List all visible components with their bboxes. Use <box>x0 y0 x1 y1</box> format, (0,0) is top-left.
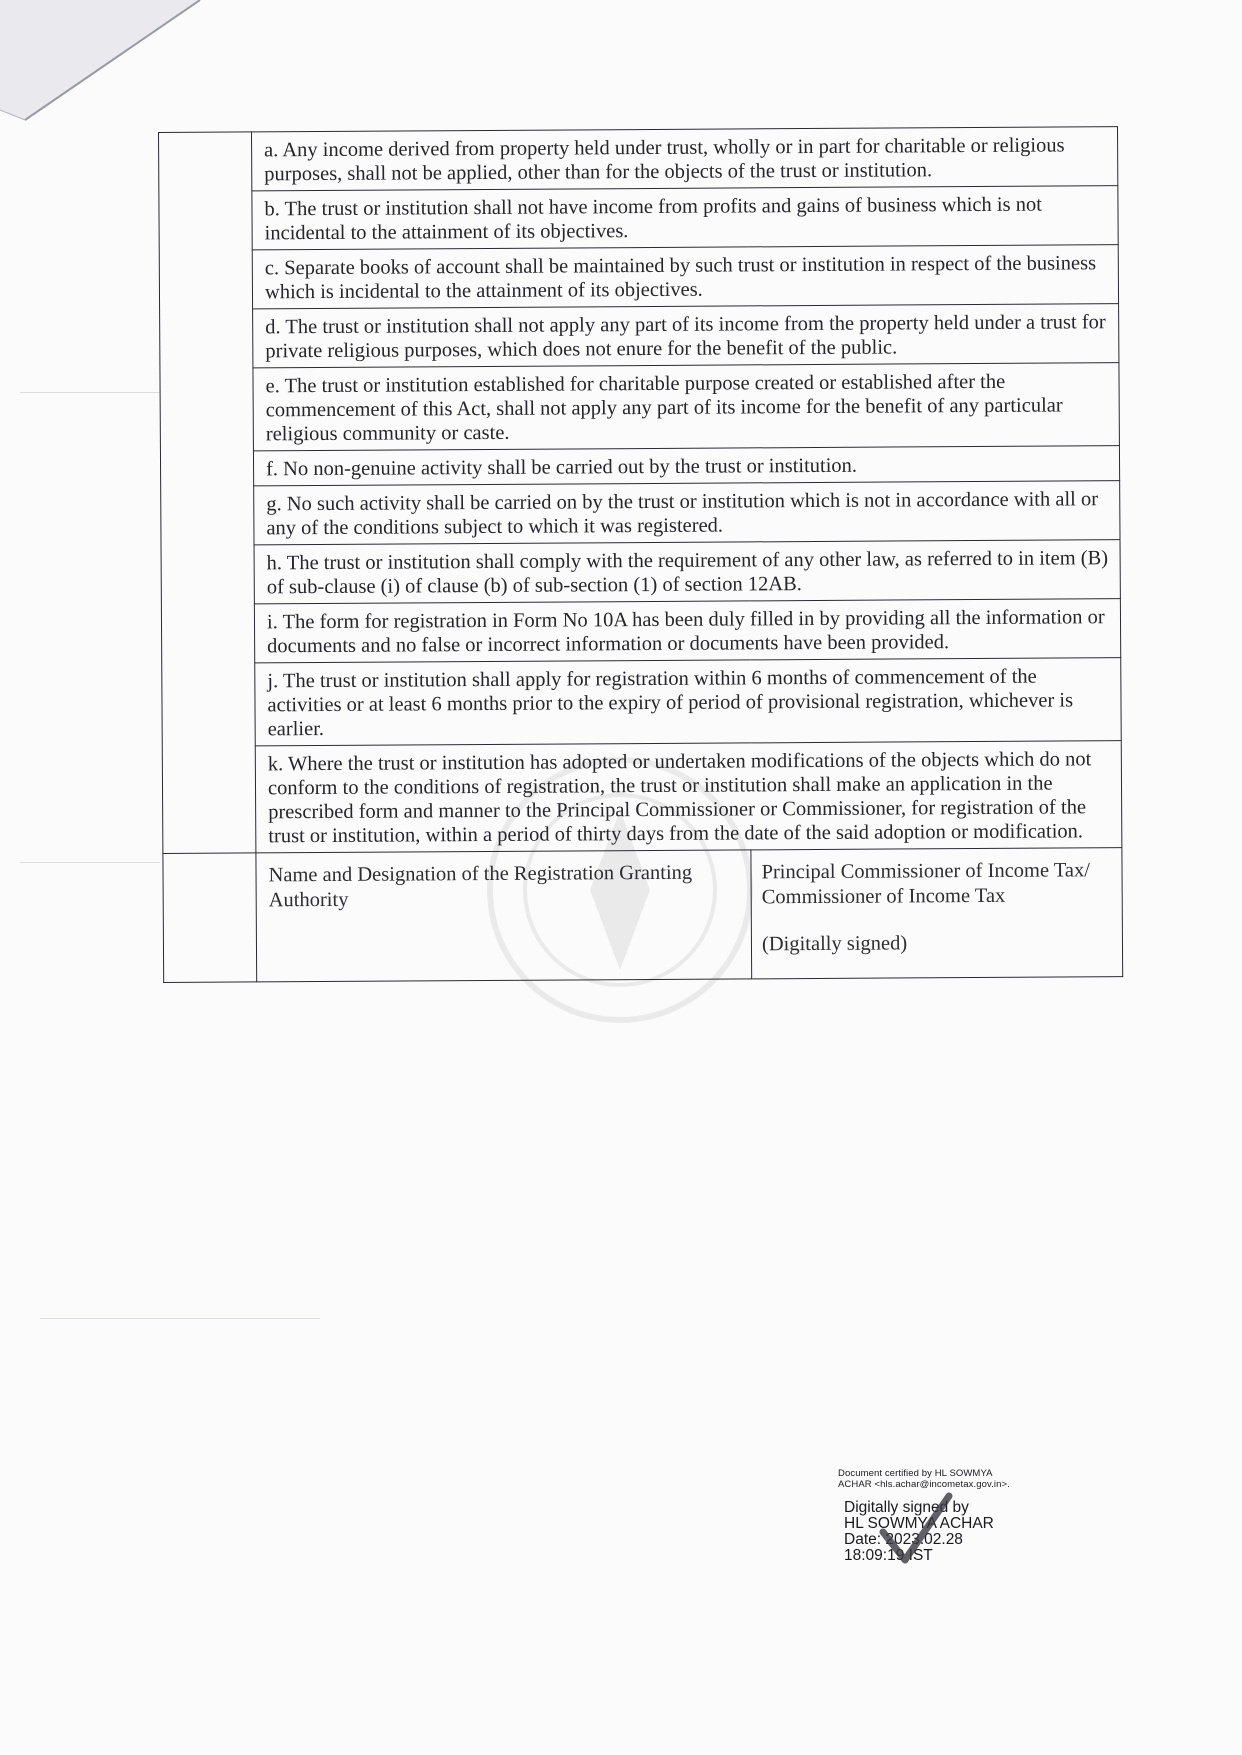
condition-e: e. The trust or institution established for charitable purpose created or established after the commencement of this Act, shall not apply any part of its income for the benefit of any particular religious community or caste. <box>253 363 1119 451</box>
registration-conditions-table <box>158 126 1123 983</box>
scan-artifact-line <box>20 862 160 863</box>
table-row <box>159 245 1118 310</box>
condition-b: b. The trust or institution shall not have income from profits and gains of business which is not incidental to the attainment of its objectives. <box>252 186 1118 250</box>
condition-i: i. The form for registration in Form No 10A has been duly filled in by providing all the information or documents and no false or incorrect information or documents have been provided. <box>254 599 1120 663</box>
signed-by-label: Digitally signed by <box>844 1499 969 1516</box>
table-row <box>160 304 1119 369</box>
certifier-email-line: ACHAR <hls.achar@incometax.gov.in>. <box>838 1479 1010 1490</box>
certified-by-line: Document certified by HL SOWMYA <box>838 1468 993 1479</box>
scan-artifact-line <box>20 392 160 393</box>
signer-name: HL SOWMYA ACHAR <box>844 1515 994 1532</box>
table-row <box>162 741 1122 854</box>
authority-designation: Principal Commissioner of Income Tax/ Commissioner of Income Tax <box>761 859 1091 909</box>
serial-column-cell <box>159 132 256 854</box>
table-row <box>160 446 1119 487</box>
condition-k: k. Where the trust or institution has adopted or undertaken modifications of the objects which do not conform to the conditions of registration, the trust or institution shall make an application in the prescribed form and manner to the Principal Commissioner or Commissioner, for registration of the trust or institution, within a period of thirty days from the date of the said adoption or modification. <box>255 741 1122 853</box>
signature-validity-check-icon <box>875 1490 955 1570</box>
authority-label: Name and Designation of the Registration Granting Authority <box>256 850 752 982</box>
table-row <box>161 540 1120 605</box>
signature-date: Date: 2023.02.28 <box>844 1531 963 1548</box>
condition-a: a. Any income derived from property held under trust, wholly or in part for charitable or religious purposes, shall not be applied, other than for the objects of the trust or institution. <box>252 127 1118 191</box>
table-row <box>160 363 1119 452</box>
condition-c: c. Separate books of account shall be maintained by such trust or institution in respect of the business which is incidental to the attainment of its objectives. <box>252 245 1118 309</box>
table-row <box>159 127 1118 192</box>
digitally-signed-note: (Digitally signed) <box>761 932 908 956</box>
authority-row <box>163 848 1123 983</box>
scan-artifact-line <box>40 1318 320 1319</box>
table-row <box>159 186 1118 251</box>
folded-corner-artifact <box>0 0 220 130</box>
serial-column-cell <box>163 853 257 983</box>
condition-h: h. The trust or institution shall comply with the requirement of any other law, as referred to in item (B) of sub-clause (i) of clause (b) of sub-section (1) of section 12AB. <box>254 540 1120 604</box>
authority-value-cell <box>751 848 1123 979</box>
condition-f: f. No non-genuine activity shall be carried out by the trust or institution. <box>253 446 1119 486</box>
condition-d: d. The trust or institution shall not apply any part of its income from the property held under a trust for private religious purposes, which does not enure for the benefit of the public. <box>253 304 1119 368</box>
signature-time: 18:09:19 IST <box>844 1547 933 1564</box>
table-row <box>161 481 1120 546</box>
table-row <box>162 658 1121 747</box>
table-row <box>161 599 1120 664</box>
condition-j: j. The trust or institution shall apply for registration within 6 months of commencement of the activities or at least 6 months prior to the expiry of period of provisional registration, whichever is earlier. <box>255 658 1121 746</box>
condition-g: g. No such activity shall be carried on by the trust or institution which is not in accordance with all or any of the conditions subject to which it was registered. <box>254 481 1120 545</box>
